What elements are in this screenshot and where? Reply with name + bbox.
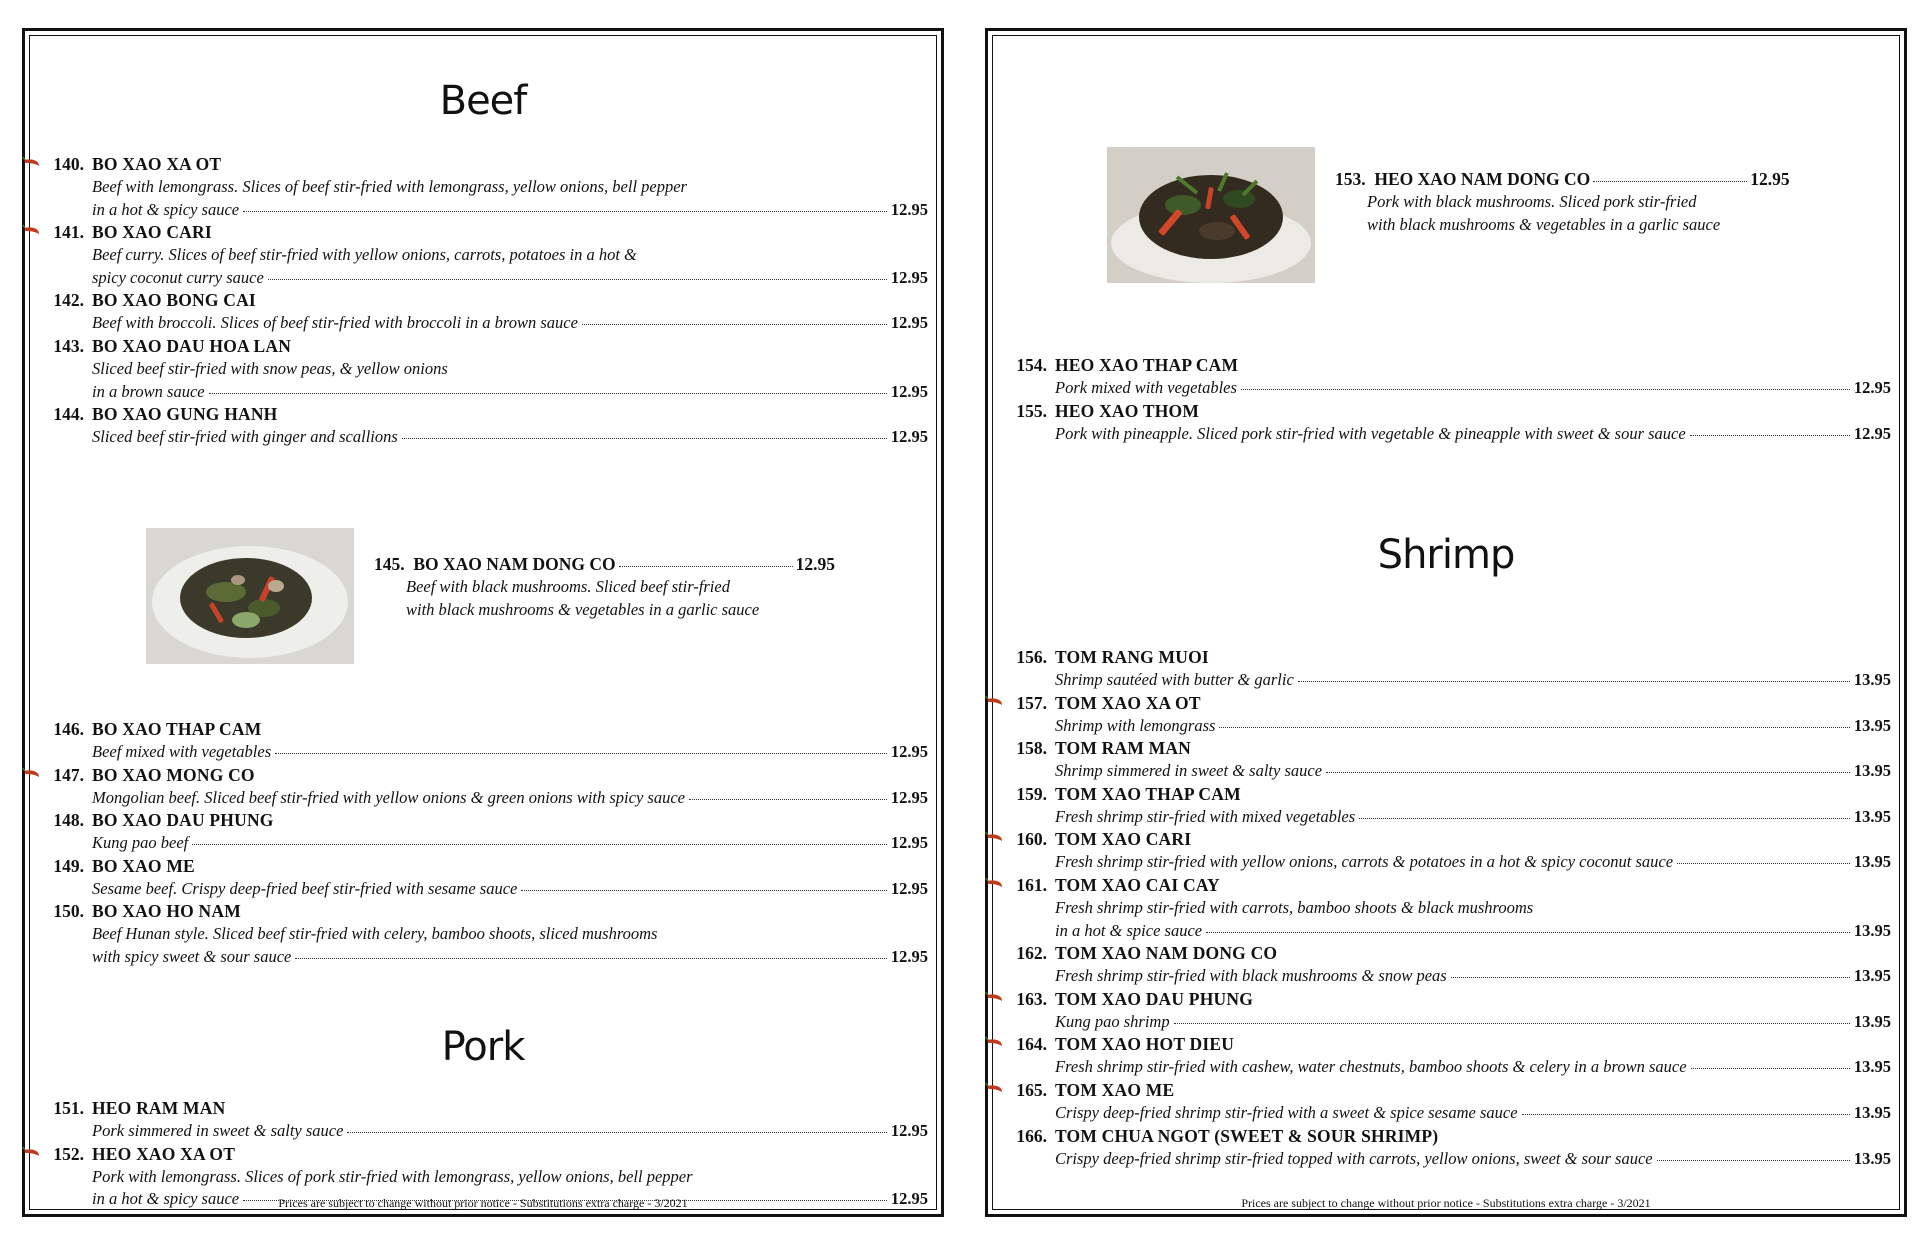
menu-item [42, 403, 928, 449]
footer-note: Prices are subject to change without prior notice - Substitutions extra charge - 3/2021 [278, 1196, 688, 1210]
item-name: HEO XAO THOM [1055, 400, 1200, 421]
dot-leader [1677, 863, 1850, 864]
item-name: BO XAO BONG CAI [92, 290, 256, 311]
dot-leader [1657, 1160, 1850, 1161]
pork-list-right [1005, 354, 1891, 445]
item-description: spicy coconut curry sauce [92, 267, 264, 287]
chili-pepper-icon [22, 767, 40, 779]
chili-pepper-icon [22, 1146, 40, 1158]
dot-leader [347, 1132, 886, 1133]
dot-leader [521, 890, 887, 891]
item-description: Fresh shrimp stir-fried with black mushrooms & snow peas [1055, 966, 1447, 986]
item-name: TOM XAO DAU PHUNG [1055, 988, 1254, 1009]
item-description: in a hot & spicy sauce [92, 1189, 240, 1209]
dot-leader [268, 279, 887, 280]
item-price: 12.95 [890, 742, 928, 761]
dot-leader [1206, 932, 1850, 933]
item-name: TOM XAO ME [1055, 1079, 1175, 1100]
item-price: 13.95 [1853, 1102, 1891, 1122]
item-description: Fresh shrimp stir-fried with mixed vegetables [1055, 806, 1356, 826]
dot-leader [1690, 435, 1850, 436]
item-number: 140. [53, 154, 84, 174]
item-price: 12.95 [890, 427, 928, 447]
featured-item-header [1335, 169, 1790, 190]
chili-pepper-icon [985, 695, 1003, 707]
item-description: Kung pao shrimp [1055, 1011, 1170, 1031]
item-price: 13.95 [1853, 806, 1891, 826]
menu-item [1005, 828, 1891, 874]
item-price: 12.95 [890, 833, 928, 853]
item-description: Fresh shrimp stir-fried with carrots, bamboo shoots & black mushrooms [1055, 897, 1534, 917]
menu-item [42, 809, 928, 855]
item-name: TOM XAO CAI CAY [1055, 874, 1220, 895]
item-description: with black mushrooms & vegetables in a garlic sauce [1367, 215, 1721, 234]
item-number: 164. [1016, 1034, 1047, 1055]
item-description: Sesame beef. Crispy deep-fried beef stir-fried with sesame sauce [92, 878, 518, 898]
dot-leader [1691, 1068, 1850, 1069]
menu-item [42, 153, 928, 221]
item-number: 145. [374, 554, 405, 574]
item-number: 162. [1016, 943, 1047, 964]
item-description: Fresh shrimp stir-fried with cashew, water chestnuts, bamboo shoots & celery in a brown sauce [1055, 1057, 1687, 1077]
item-description: Shrimp simmered in sweet & salty sauce [1055, 761, 1323, 781]
item-price: 13.95 [1853, 920, 1891, 940]
item-number: 150. [53, 901, 84, 922]
item-description: Beef curry. Slices of beef stir-fried with yellow onions, carrots, potatoes in a hot & [92, 245, 637, 265]
item-price: 13.95 [1853, 966, 1891, 986]
item-description: Beef with broccoli. Slices of beef stir-fried with broccoli in a brown sauce [92, 313, 578, 333]
menu-item [42, 289, 928, 335]
item-description: Sliced beef stir-fried with ginger and scallions [92, 427, 398, 447]
item-price: 12.95 [890, 787, 928, 807]
menu-item [1005, 354, 1891, 400]
item-number: 154. [1016, 355, 1047, 375]
item-price: 13.95 [1853, 761, 1891, 781]
item-price: 12.95 [890, 199, 928, 219]
pork-section-title: Pork [441, 1024, 525, 1070]
dot-leader [1298, 681, 1850, 682]
chili-pepper-icon [985, 991, 1003, 1003]
item-description: Fresh shrimp stir-fried with yellow onions, carrots & potatoes in a hot & spicy coconut sauce [1055, 852, 1674, 872]
item-description: Mongolian beef. Sliced beef stir-fried with yellow onions & green onions with spicy sauce [92, 787, 685, 807]
chili-pepper-icon [22, 156, 40, 168]
item-description: in a brown sauce [92, 381, 205, 401]
item-description: Pork with pineapple. Sliced pork stir-fried with vegetable & pineapple with sweet & sour sauce [1055, 423, 1686, 443]
item-price: 13.95 [1853, 670, 1891, 689]
item-description: with black mushrooms & vegetables in a garlic sauce [406, 600, 760, 619]
featured-dish-153 [1107, 147, 1790, 283]
menu-item [42, 900, 928, 968]
item-price: 12.95 [1750, 169, 1790, 189]
dot-leader [295, 958, 887, 959]
item-description: Crispy deep-fried shrimp stir-fried topped with carrots, yellow onions, sweet & sour sauce [1055, 1148, 1653, 1168]
item-name: BO XAO DAU PHUNG [92, 810, 274, 831]
item-name: TOM XAO XA OT [1055, 692, 1201, 713]
item-description: Sliced beef stir-fried with snow peas, & yellow onions [92, 358, 448, 378]
chili-pepper-icon [22, 224, 40, 236]
menu-item [1005, 400, 1891, 446]
dot-leader [1174, 1023, 1850, 1024]
item-name: TOM XAO THAP CAM [1055, 783, 1241, 804]
item-name: HEO XAO NAM DONG CO [1374, 169, 1591, 189]
menu-item [42, 718, 928, 764]
menu-page-right [985, 28, 1907, 1217]
menu-item [1005, 692, 1891, 738]
item-description: Shrimp sautéed with butter & garlic [1055, 670, 1294, 689]
item-price: 12.95 [890, 381, 928, 401]
item-number: 161. [1016, 874, 1047, 895]
item-price: 12.95 [890, 313, 928, 333]
dot-leader [192, 844, 887, 845]
item-description: Pork mixed with vegetables [1055, 378, 1237, 397]
item-description: Beef with lemongrass. Slices of beef stir-fried with lemongrass, yellow onions, bell pepper [92, 177, 687, 196]
item-price: 13.95 [1853, 852, 1891, 872]
item-price: 13.95 [1853, 1057, 1891, 1077]
item-price: 12.95 [1853, 423, 1891, 443]
menu-item [1005, 1033, 1891, 1079]
item-number: 160. [1016, 829, 1047, 850]
item-price: 12.95 [890, 1189, 928, 1209]
item-description: Pork with black mushrooms. Sliced pork stir-fried [1367, 192, 1697, 211]
item-name: TOM CHUA NGOT (SWEET & SOUR SHRIMP) [1055, 1125, 1439, 1146]
shrimp-section-title: Shrimp [1377, 532, 1515, 578]
item-price: 13.95 [1853, 715, 1891, 735]
item-description: Pork simmered in sweet & salty sauce [92, 1121, 344, 1140]
dish-photo-beef [146, 528, 354, 664]
item-price: 13.95 [1853, 1148, 1891, 1168]
dot-leader [275, 753, 887, 754]
menu-item [42, 221, 928, 289]
dot-leader [1359, 818, 1850, 819]
item-number: 166. [1016, 1125, 1047, 1146]
item-number: 149. [53, 855, 84, 876]
pork-list [42, 1097, 928, 1211]
item-number: 165. [1016, 1079, 1047, 1100]
item-number: 141. [53, 222, 84, 243]
chili-pepper-icon [985, 831, 1003, 843]
item-name: BO XAO NAM DONG CO [413, 554, 616, 574]
menu-item [42, 1097, 928, 1143]
item-number: 157. [1016, 692, 1047, 713]
dot-leader [402, 438, 887, 439]
item-price: 12.95 [890, 946, 928, 966]
beef-list-b [42, 718, 928, 969]
dot-leader [582, 324, 887, 325]
item-price: 12.95 [890, 267, 928, 287]
item-number: 163. [1016, 988, 1047, 1009]
item-name: TOM RANG MUOI [1055, 647, 1209, 667]
item-price: 13.95 [1853, 1011, 1891, 1031]
dot-leader [1522, 1114, 1850, 1115]
item-description: Pork with lemongrass. Slices of pork stir-fried with lemongrass, yellow onions, bell pepper [92, 1166, 693, 1186]
item-name: BO XAO GUNG HANH [92, 404, 278, 425]
featured-item-header [374, 554, 835, 575]
dot-leader [1326, 772, 1850, 773]
item-number: 143. [53, 335, 84, 356]
menu-item [1005, 1079, 1891, 1125]
item-description: Kung pao beef [92, 833, 189, 853]
item-name: BO XAO ME [92, 855, 195, 876]
dot-leader [1241, 389, 1850, 390]
item-price: 12.95 [795, 554, 835, 574]
item-name: TOM RAM MAN [1055, 738, 1192, 759]
menu-item [42, 855, 928, 901]
item-name: BO XAO DAU HOA LAN [92, 335, 292, 356]
chili-pepper-icon [985, 877, 1003, 889]
chili-pepper-icon [985, 1082, 1003, 1094]
dot-leader [689, 799, 887, 800]
item-description: in a hot & spicy sauce [92, 199, 240, 219]
item-description: Beef Hunan style. Sliced beef stir-fried with celery, bamboo shoots, sliced mushrooms [92, 924, 658, 944]
menu-item [1005, 646, 1891, 692]
menu-item [1005, 988, 1891, 1034]
footer-note: Prices are subject to change without prior notice - Substitutions extra charge - 3/2021 [1241, 1196, 1651, 1210]
shrimp-list [1005, 646, 1891, 1170]
dot-leader [1451, 977, 1850, 978]
featured-dish-145 [146, 528, 835, 664]
item-number: 144. [53, 404, 84, 425]
item-name: BO XAO XA OT [92, 154, 222, 174]
dish-photo-pork [1107, 147, 1315, 283]
menu-page-left [22, 28, 944, 1217]
item-number: 152. [53, 1143, 84, 1164]
item-number: 158. [1016, 738, 1047, 759]
item-name: HEO XAO XA OT [92, 1143, 236, 1164]
item-description: Shrimp with lemongrass [1055, 715, 1216, 735]
item-number: 142. [53, 290, 84, 311]
item-name: TOM XAO CARI [1055, 829, 1192, 850]
item-number: 156. [1016, 647, 1047, 667]
page-border [992, 35, 1900, 1210]
item-name: BO XAO HO NAM [92, 901, 241, 922]
item-number: 151. [53, 1098, 84, 1118]
item-price: 12.95 [890, 1121, 928, 1140]
item-name: BO XAO THAP CAM [92, 719, 262, 739]
item-number: 147. [53, 764, 84, 785]
item-description: Beef with black mushrooms. Sliced beef stir-fried [406, 577, 730, 596]
item-number: 159. [1016, 783, 1047, 804]
menu-item [1005, 783, 1891, 829]
beef-list-a [42, 153, 928, 449]
item-name: TOM XAO HOT DIEU [1055, 1034, 1235, 1055]
menu-item [1005, 874, 1891, 942]
item-number: 148. [53, 810, 84, 831]
menu-item [42, 764, 928, 810]
item-name: HEO RAM MAN [92, 1098, 226, 1118]
item-name: BO XAO MONG CO [92, 764, 255, 785]
item-description: Beef mixed with vegetables [92, 742, 272, 761]
menu-item [1005, 737, 1891, 783]
item-number: 146. [53, 719, 84, 739]
item-number: 153. [1335, 169, 1366, 189]
menu-item [42, 335, 928, 403]
beef-section-title: Beef [439, 78, 527, 124]
item-price: 12.95 [890, 878, 928, 898]
menu-item [1005, 942, 1891, 988]
dot-leader [1219, 727, 1849, 728]
item-number: 155. [1016, 400, 1047, 421]
item-description: in a hot & spice sauce [1055, 920, 1203, 940]
item-price: 12.95 [1853, 378, 1891, 397]
chili-pepper-icon [985, 1036, 1003, 1048]
item-name: BO XAO CARI [92, 222, 212, 243]
dot-leader [243, 211, 887, 212]
item-name: TOM XAO NAM DONG CO [1055, 943, 1278, 964]
item-description: Crispy deep-fried shrimp stir-fried with a sweet & spice sesame sauce [1055, 1102, 1518, 1122]
menu-item [1005, 1125, 1891, 1171]
item-description: with spicy sweet & sour sauce [92, 946, 292, 966]
page-border [29, 35, 937, 1210]
item-name: HEO XAO THAP CAM [1055, 355, 1239, 375]
dot-leader [209, 393, 887, 394]
